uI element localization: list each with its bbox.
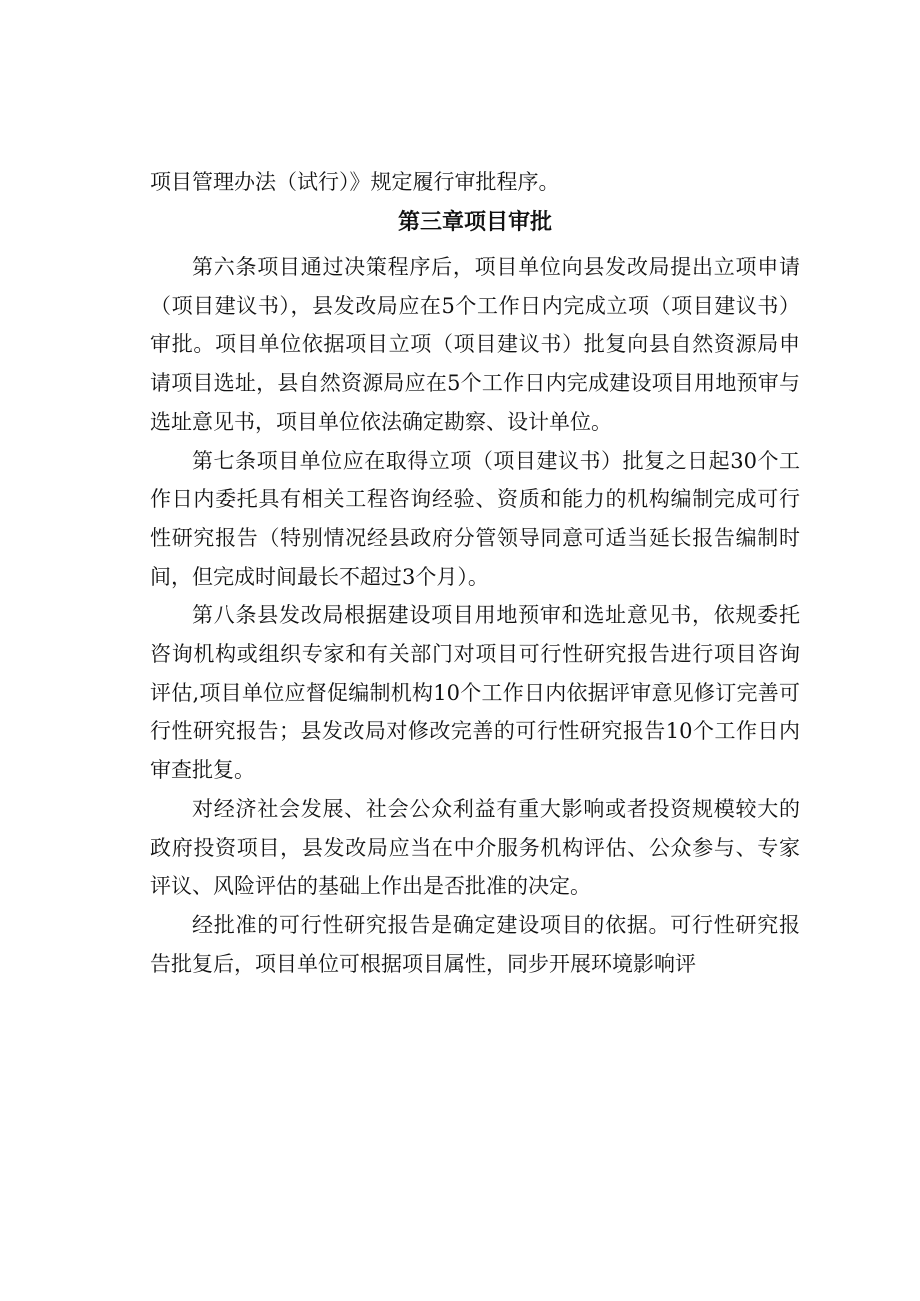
article-body <box>150 248 800 983</box>
paragraph-article-8: 第八条县发改局根据建设项目用地预审和选址意见书，依规委托咨询机构或组织专家和有关部门对项目可行性研究报告进行项目咨询评估,项目单位应督促编制机构10个工作日内依据评审意见修订完善可行性研究报告；县发改局对修改完善的可行性研究报告10个工作日内审查批复。 <box>150 603 800 783</box>
continuation-text: 项目管理办法（试行）》规定履行审批程序。 <box>150 170 560 194</box>
paragraph-article-6: 第六条项目通过决策程序后，项目单位向县发改局提出立项申请（项目建议书），县发改局应在5个工作日内完成立项（项目建议书）审批。项目单位依据项目立项（项目建议书）批复向县自然资源局申请项目选址，县自然资源局应在5个工作日内完成建设项目用地预审与选址意见书，项目单位依法确定勘察、设计单位。 <box>150 255 800 434</box>
paragraph-feasibility-basis: 经批准的可行性研究报告是确定建设项目的依据。可行性研究报告批复后，项目单位可根据项目属性，同步开展环境影响评 <box>150 912 800 976</box>
paragraph-major-projects: 对经济社会发展、社会公众利益有重大影响或者投资规模较大的政府投资项目，县发改局应当在中介服务机构评估、公众参与、专家评议、风险评估的基础上作出是否批准的决定。 <box>150 796 800 899</box>
paragraph-article-7: 第七条项目单位应在取得立项（项目建议书）批复之日起30个工作日内委托具有相关工程咨询经验、资质和能力的机构编制完成可行性研究报告（特别情况经县政府分管领导同意可适当延长报告编制时间，但完成时间最长不超过3个月）。 <box>150 448 800 589</box>
chapter-title: 第三章项目审批 <box>397 210 552 235</box>
